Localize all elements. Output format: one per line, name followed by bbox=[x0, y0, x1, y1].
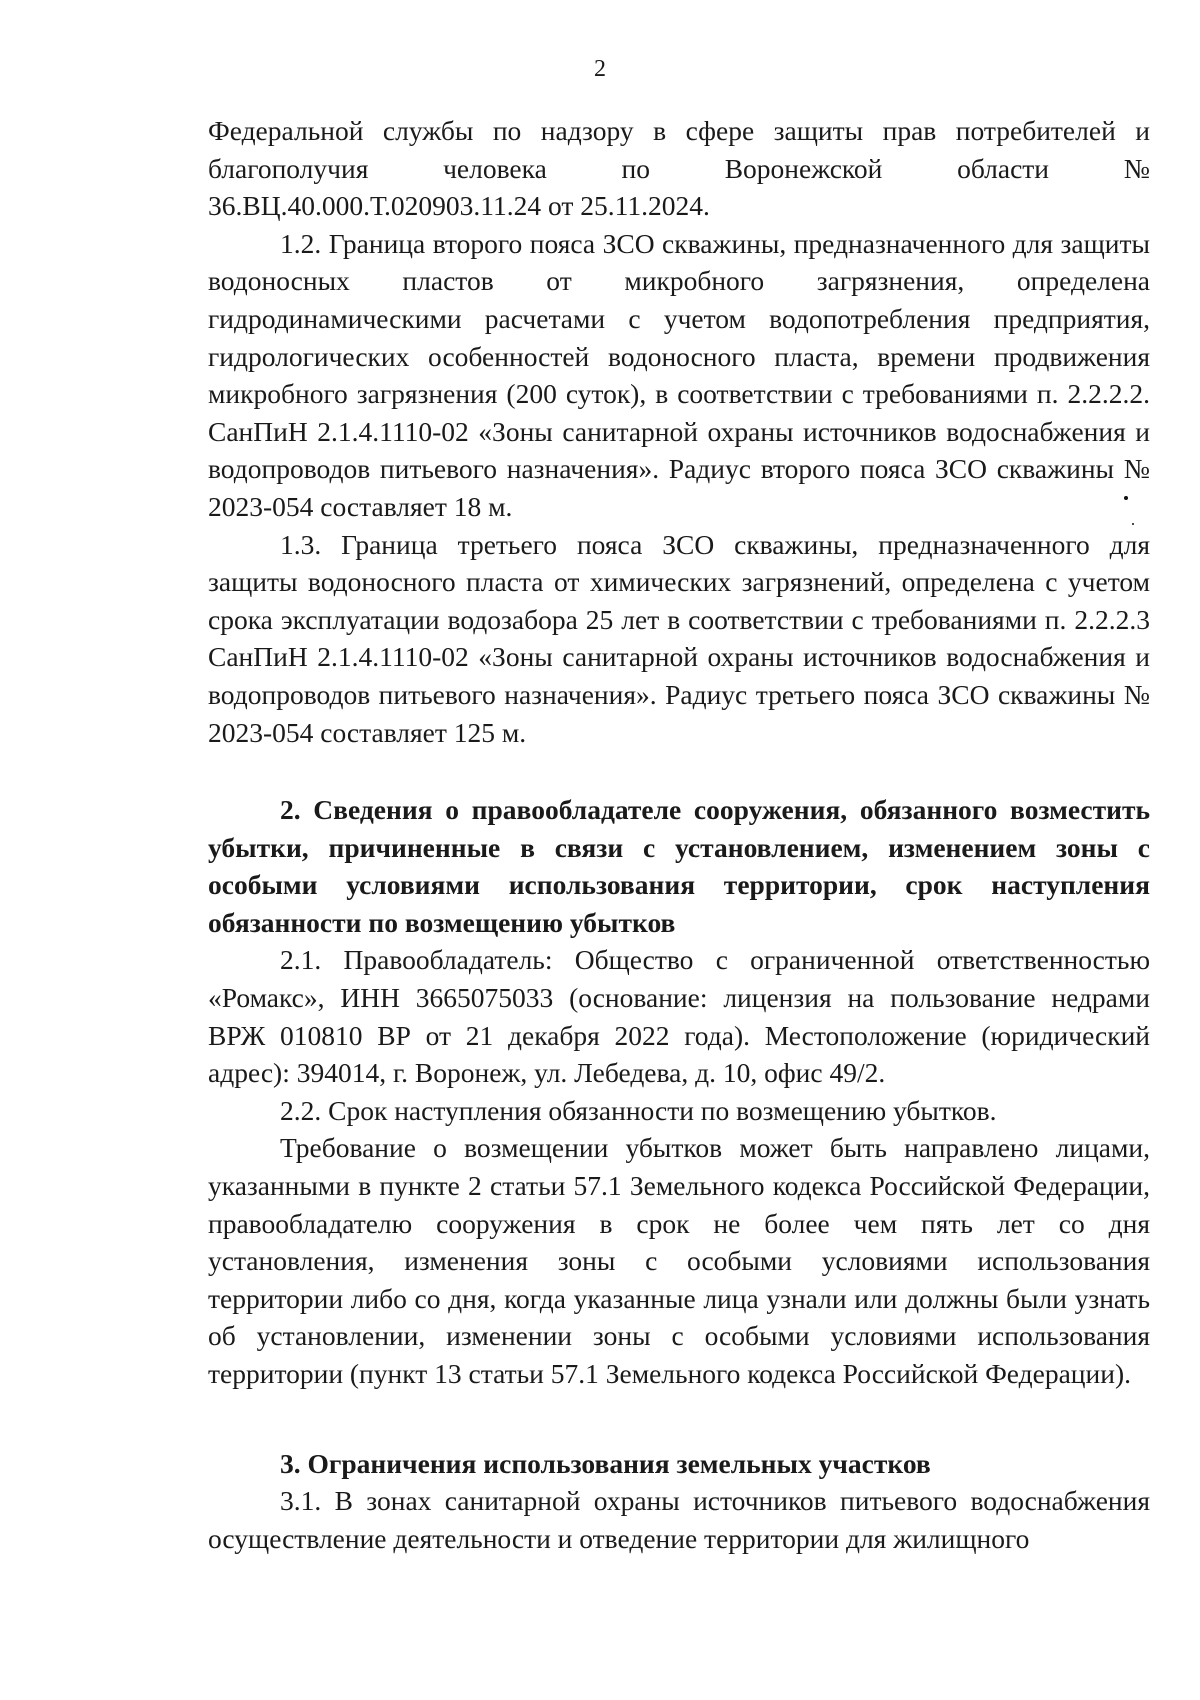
paragraph-intro: Федеральной службы по надзору в сфере защиты прав потребителей и благополучия человека по Воронежской области № 36.ВЦ.40.000.Т.020903.11.24 от 25.11.2024. bbox=[208, 115, 1150, 222]
paragraph-1-2: 1.2. Граница второго пояса ЗСО скважины, предназначенного для защиты водоносных пластов от микробного загрязнения, определена гидродинамическими расчетами с учетом водопотребления предприятия, гидрологических особенностей водоносного пласта, времени продвижения микробного загрязнения (200 суток), в соответствии с требованиями п. 2.2.2.2. СанПиН 2.1.4.1110-02 «Зоны санитарной охраны источников водоснабжения и водопроводов питьевого назначения». Радиус второго пояса ЗСО скважины № 2023-054 составляет 18 м. bbox=[208, 227, 1150, 522]
paragraph-2-1: 2.1. Правообладатель: Общество с ограниченной ответственностью «Ромакс», ИНН 3665075033 (основание: лицензия на пользование недрами ВРЖ 010810 ВР от 21 декабря 2022 года). Местоположение (юридический адрес): 394014, г. Воронеж, ул. Лебедева, д. 10, офис 49/2. bbox=[208, 944, 1150, 1089]
paragraph-2-2: 2.2. Срок наступления обязанности по возмещению убытков. bbox=[280, 1094, 997, 1126]
scan-speck bbox=[1132, 523, 1134, 525]
paragraph-1-3: 1.3. Граница третьего пояса ЗСО скважины, предназначенного для защиты водоносного пласта от химических загрязнений, определена с учетом срока эксплуатации водозабора 25 лет в соответствии с требованиями п. 2.2.2.3 СанПиН 2.1.4.1110-02 «Зоны санитарной охраны источников водоснабжения и водопроводов питьевого назначения». Радиус третьего пояса ЗСО скважины № 2023-054 составляет 125 м. bbox=[208, 528, 1150, 748]
section-heading-2: 2. Сведения о правообладателе сооружения, обязанного возместить убытки, причиненные в связи с установлением, изменением зоны с особыми условиями использования территории, срок наступления обязанности по возмещению убытков bbox=[208, 794, 1150, 938]
paragraph-3-1: 3.1. В зонах санитарной охраны источников питьевого водоснабжения осуществление деятельности и отведение территории для жилищного bbox=[208, 1485, 1150, 1554]
scan-speck bbox=[1124, 496, 1128, 500]
page-number: 2 bbox=[594, 56, 606, 82]
document-body bbox=[208, 112, 1150, 1557]
paragraph-2-2-text: Требование о возмещении убытков может быть направлено лицами, указанными в пункте 2 статьи 57.1 Земельного кодекса Российской Федерации, правообладателю сооружения в срок не более чем пять лет со дня установления, изменения зоны с особыми условиями использования территории либо со дня, когда указанные лица узнали или должны были узнать об установлении, изменении зоны с особыми условиями использования территории (пункт 13 статьи 57.1 Земельного кодекса Российской Федерации). bbox=[208, 1132, 1150, 1389]
section-heading-3: 3. Ограничения использования земельных участков bbox=[280, 1447, 931, 1479]
